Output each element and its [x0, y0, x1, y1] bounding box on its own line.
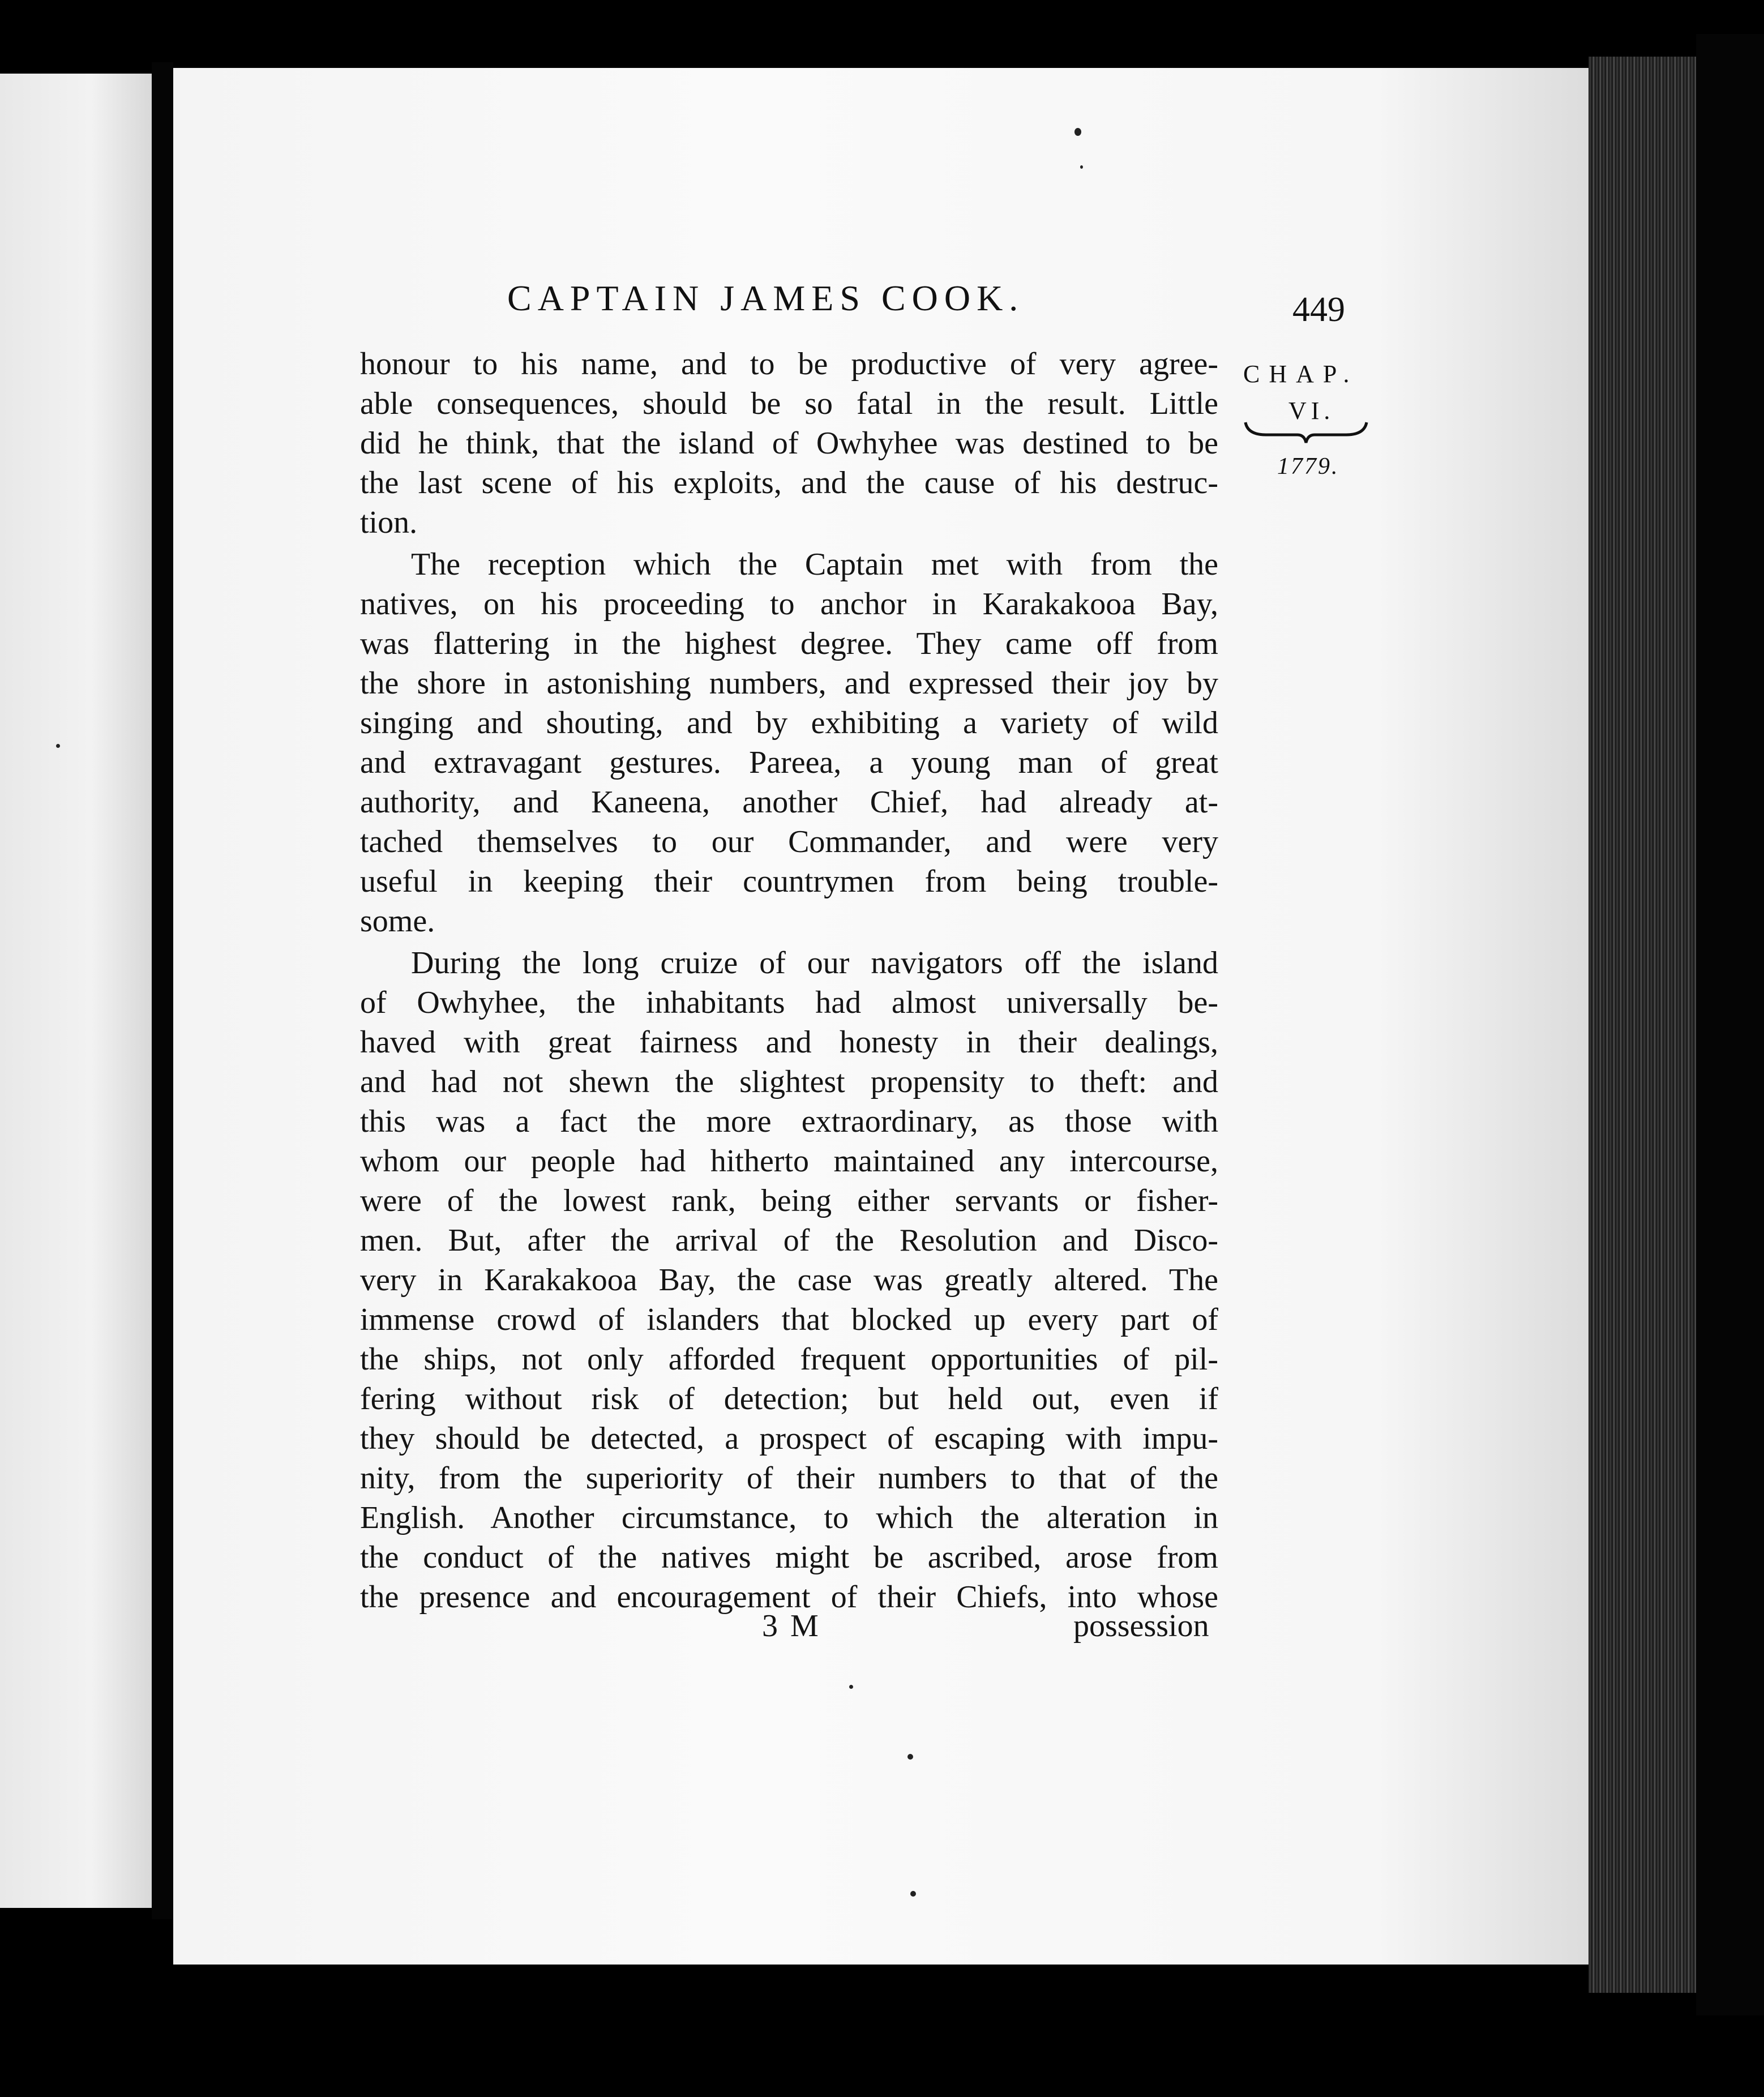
text-line: haved with great fairness and honesty in their dealings, [360, 1025, 1218, 1060]
text-line: fering without risk of detection; but held out, even if [360, 1381, 1218, 1416]
text-line: the shore in astonishing numbers, and expressed their joy by [360, 666, 1218, 701]
text-line: immense crowd of islanders that blocked up every part of [360, 1302, 1218, 1337]
curly-brace-icon [1243, 419, 1369, 445]
text-line: authority, and Kaneena, another Chief, had already at- [360, 785, 1218, 820]
signature-mark: 3 M [762, 1608, 821, 1644]
book-gutter [152, 62, 173, 1919]
text-line: and had not shewn the slightest propensity to theft: and [360, 1064, 1218, 1099]
text-line: the ships, not only afforded frequent opportunities of pil- [360, 1342, 1218, 1377]
text-line: tion. [360, 505, 418, 540]
ink-speck [1074, 128, 1081, 136]
page-number: 449 [1292, 290, 1345, 329]
text-line: some. [360, 904, 435, 939]
ink-speck [849, 1685, 853, 1689]
margin-chapter-number: VI. [1288, 397, 1335, 425]
ink-speck [910, 1891, 916, 1897]
text-line: honour to his name, and to be productive of very agree- [360, 346, 1218, 382]
text-line: the conduct of the natives might be ascribed, arose from [360, 1540, 1218, 1575]
ink-speck [1080, 165, 1083, 169]
text-line: they should be detected, a prospect of escaping with impu- [360, 1421, 1218, 1456]
text-line: did he think, that the island of Owhyhee was destined to be [360, 426, 1218, 461]
text-line: and extravagant gestures. Pareea, a young man of great [360, 745, 1218, 780]
text-line: tached themselves to our Commander, and were very [360, 824, 1218, 859]
text-line: English. Another circumstance, to which the alteration in [360, 1500, 1218, 1535]
text-line: able consequences, should be so fatal in the result. Little [360, 386, 1218, 421]
text-line: During the long cruize of our navigators off the island [411, 945, 1218, 981]
text-line: was flattering in the highest degree. They came off from [360, 626, 1218, 661]
text-line: very in Karakakooa Bay, the case was greatly altered. The [360, 1263, 1218, 1298]
text-line: men. But, after the arrival of the Resolution and Disco- [360, 1223, 1218, 1258]
body-text [360, 344, 1218, 1617]
text-line: the last scene of his exploits, and the cause of his destruc- [360, 465, 1218, 500]
text-line: of Owhyhee, the inhabitants had almost universally be- [360, 985, 1218, 1020]
text-line: whom our people had hitherto maintained any intercourse, [360, 1144, 1218, 1179]
left-facing-page [0, 74, 152, 1908]
text-line: singing and shouting, and by exhibiting a variety of wild [360, 705, 1218, 741]
text-line: the presence and encouragement of their Chiefs, into whose [360, 1580, 1218, 1615]
margin-chapter-label: CHAP. [1243, 360, 1359, 388]
ink-speck [907, 1754, 913, 1760]
text-line: useful in keeping their countrymen from being trouble- [360, 864, 1218, 899]
text-line: this was a fact the more extraordinary, as those with [360, 1104, 1218, 1139]
scan-border [1696, 34, 1764, 2015]
text-line: The reception which the Captain met with from the [411, 547, 1218, 582]
text-line: nity, from the superiority of their numbers to that of the [360, 1461, 1218, 1496]
text-line: natives, on his proceeding to anchor in Karakakooa Bay, [360, 587, 1218, 622]
catchword: possession [1073, 1608, 1209, 1644]
page-edges [1589, 57, 1696, 1993]
ink-speck [56, 744, 60, 748]
margin-year: 1779. [1277, 453, 1339, 480]
running-title: CAPTAIN JAMES COOK. [507, 278, 1025, 318]
text-line: were of the lowest rank, being either servants or fisher- [360, 1183, 1218, 1218]
